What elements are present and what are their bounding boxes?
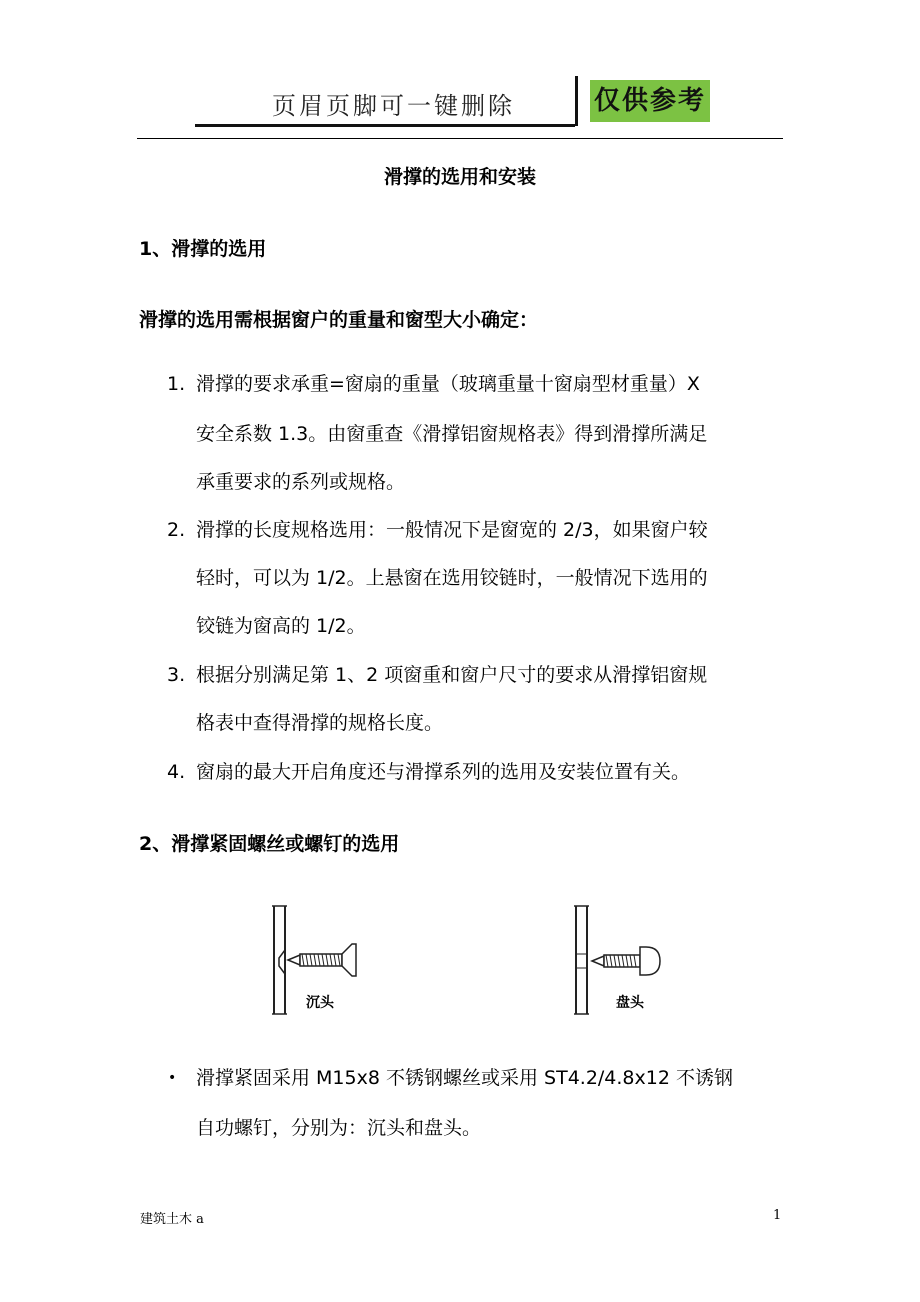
list-item-number: 1. <box>167 373 186 395</box>
reference-badge: 仅供参考 <box>590 80 710 122</box>
header-text: 页眉页脚可一键删除 <box>272 92 515 120</box>
header-separator <box>575 76 578 126</box>
bullet-dot: • <box>168 1070 177 1086</box>
list-item-line: 安全系数 1.3。由窗重查《滑撑铝窗规格表》得到滑撑所满足 <box>196 423 708 445</box>
section-2-heading: 2、滑撑紧固螺丝或螺钉的选用 <box>139 833 400 855</box>
list-item-line: 滑撑的要求承重=窗扇的重量（玻璃重量十窗扇型材重量）X <box>196 373 700 395</box>
list-item-line: 滑撑的长度规格选用：一般情况下是窗宽的 2/3，如果窗户较 <box>196 519 708 541</box>
list-item-number: 2. <box>167 519 186 541</box>
list-item-line: 铰链为窗高的 1/2。 <box>196 615 366 637</box>
bullet-line: 滑撑紧固采用 M15x8 不锈钢螺丝或采用 ST4.2/4.8x12 不诱钢 <box>196 1067 733 1089</box>
document-title: 滑撑的选用和安装 <box>383 166 536 188</box>
list-item-number: 3. <box>167 664 186 686</box>
countersunk-screw-illustration <box>272 906 356 1014</box>
list-item-line: 根据分别满足第 1、2 项窗重和窗户尺寸的要求从滑撑铝窗规 <box>196 664 708 686</box>
section-1-intro: 滑撑的选用需根据窗户的重量和窗型大小确定： <box>139 309 539 331</box>
list-item-line: 格表中查得滑撑的规格长度。 <box>196 712 444 734</box>
footer-text: 建筑土木 a <box>140 1212 204 1227</box>
section-1-heading: 1、滑撑的选用 <box>139 238 267 260</box>
pan-head-label: 盘头 <box>616 995 644 1011</box>
pan-head-screw-illustration <box>574 906 660 1014</box>
screw-types-figure <box>260 900 680 1020</box>
header-rule <box>137 138 783 139</box>
list-item-number: 4. <box>167 761 186 783</box>
list-item-line: 窗扇的最大开启角度还与滑撑系列的选用及安装位置有关。 <box>196 761 691 783</box>
page-number: 1 <box>773 1208 782 1223</box>
countersunk-label: 沉头 <box>306 995 334 1011</box>
list-item-line: 轻时，可以为 1/2。上悬窗在选用铰链时，一般情况下选用的 <box>196 567 708 589</box>
bullet-line: 自功螺钉，分别为：沉头和盘头。 <box>196 1117 482 1139</box>
header-underline <box>195 124 575 127</box>
list-item-line: 承重要求的系列或规格。 <box>196 471 406 493</box>
